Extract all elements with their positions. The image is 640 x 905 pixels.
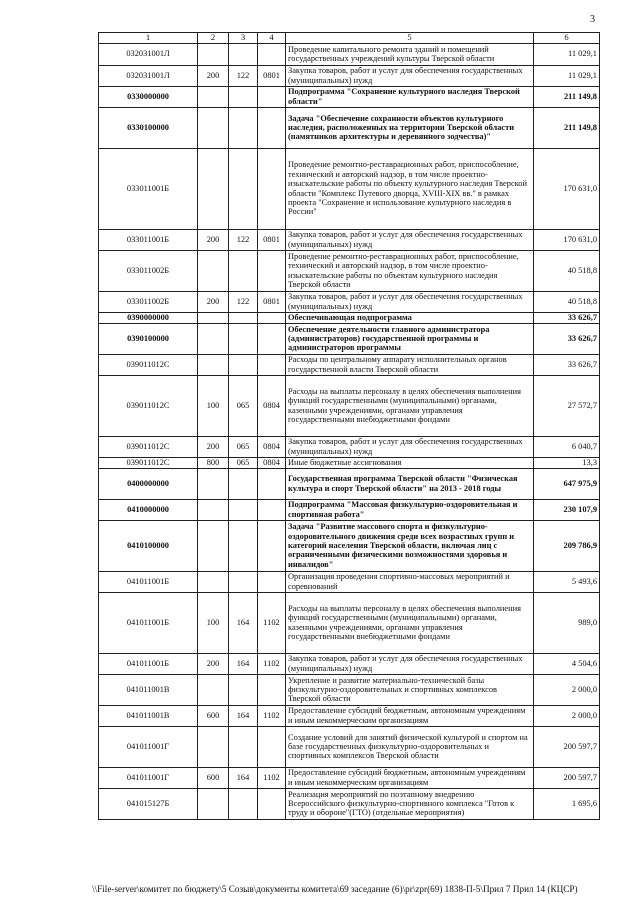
row-col2: [198, 674, 229, 705]
row-code: 0330000000: [99, 86, 198, 107]
row-col4: 1102: [258, 592, 286, 653]
table-row: [99, 726, 600, 767]
row-col3: [229, 148, 258, 229]
row-col2: 200: [198, 229, 229, 250]
row-amount: 6 040,7: [534, 436, 600, 457]
column-header: 3: [229, 33, 258, 44]
row-amount: 211 149,8: [534, 107, 600, 148]
row-col2: [198, 312, 229, 323]
row-amount: 5 493,6: [534, 571, 600, 592]
table-row: [99, 375, 600, 436]
row-name: Закупка товаров, работ и услуг для обеспечения государственных (муниципальных) нужд: [286, 229, 534, 250]
row-code: 033011002Б: [99, 291, 198, 312]
row-col4: [258, 674, 286, 705]
row-col4: [258, 726, 286, 767]
row-col2: [198, 107, 229, 148]
row-code: 041011001Б: [99, 571, 198, 592]
row-name: Задача "Обеспечение сохранности объектов культурного наследия, расположенных на территории Тверской области (памятников архитектуры и деревянного зодчества)": [286, 107, 534, 148]
row-name: Расходы на выплаты персоналу в целях обеспечения выполнения функций государственными (муниципальными) органами, казенными учреждениями, органами управления государственными внебюджетными фондами: [286, 592, 534, 653]
row-col3: 164: [229, 767, 258, 788]
table-row: [99, 229, 600, 250]
row-amount: 33 626,7: [534, 354, 600, 375]
table-row: [99, 148, 600, 229]
row-col4: [258, 312, 286, 323]
row-col4: 1102: [258, 705, 286, 726]
table-row: [99, 312, 600, 323]
row-col4: [258, 520, 286, 571]
row-col4: 0801: [258, 291, 286, 312]
row-code: 033011001Б: [99, 229, 198, 250]
table-header-row: [99, 33, 600, 44]
row-name: Проведение ремонтно-реставрационных работ, приспособление, технический и авторский надзор, в том числе проектно-изыскательские работы по объекту культурного наследия Тверской области "Комплекс Путевого дворца, XVIII-XIX вв." в рамках проекта "Сохранение и использование культурного наследия в России": [286, 148, 534, 229]
row-name: Закупка товаров, работ и услуг для обеспечения государственных (муниципальных) нужд: [286, 653, 534, 674]
table-row: [99, 674, 600, 705]
row-col2: 600: [198, 767, 229, 788]
row-col3: 122: [229, 65, 258, 86]
table-row: [99, 250, 600, 291]
row-col3: 164: [229, 592, 258, 653]
row-code: 039011012С: [99, 375, 198, 436]
row-col2: 200: [198, 291, 229, 312]
table-row: [99, 592, 600, 653]
row-col2: 100: [198, 592, 229, 653]
row-col2: 200: [198, 653, 229, 674]
row-col3: [229, 520, 258, 571]
row-col4: [258, 86, 286, 107]
row-col2: 100: [198, 375, 229, 436]
row-col3: [229, 43, 258, 65]
row-amount: 40 518,8: [534, 291, 600, 312]
row-code: 041011001Б: [99, 592, 198, 653]
row-col4: 0804: [258, 436, 286, 457]
row-name: Предоставление субсидий бюджетным, автономным учреждениям и иным некоммерческим организациям: [286, 705, 534, 726]
row-name: Закупка товаров, работ и услуг для обеспечения государственных (муниципальных) нужд: [286, 65, 534, 86]
row-col4: 0804: [258, 457, 286, 468]
column-header: 1: [99, 33, 198, 44]
row-name: Расходы на выплаты персоналу в целях обеспечения выполнения функций государственными (муниципальными) органами, казенными учреждениями, органами управления государственными внебюджетными фондами: [286, 375, 534, 436]
row-col4: [258, 354, 286, 375]
table-row: [99, 107, 600, 148]
row-code: 0390100000: [99, 323, 198, 354]
row-col3: [229, 674, 258, 705]
row-col4: 1102: [258, 653, 286, 674]
row-col4: [258, 107, 286, 148]
table-row: [99, 65, 600, 86]
row-name: Иные бюджетные ассигнования: [286, 457, 534, 468]
row-col4: 0804: [258, 375, 286, 436]
row-col4: 1102: [258, 767, 286, 788]
row-col4: [258, 43, 286, 65]
file-path-footer: \\File-server\комитет по бюджету\5 Созыв\документы комитета\69 заседание (6)\pr\zpr(69) 1838-П-5\Прил 7 Прил 14 (КЦСР): [92, 884, 578, 894]
row-name: Реализация мероприятий по поэтапному внедрению Всероссийского физкультурно-спортивного комплекса "Готов к труду и обороне"(ГТО) (отдельные мероприятия): [286, 788, 534, 819]
row-col3: 065: [229, 375, 258, 436]
row-code: 033011002Б: [99, 250, 198, 291]
row-col2: [198, 148, 229, 229]
row-col3: [229, 323, 258, 354]
table-row: [99, 499, 600, 520]
row-amount: 13,3: [534, 457, 600, 468]
row-name: Предоставление субсидий бюджетным, автономным учреждениям и иным некоммерческим организациям: [286, 767, 534, 788]
row-col3: 164: [229, 705, 258, 726]
row-col3: [229, 250, 258, 291]
row-name: Укрепление и развитие материально-технической базы физкультурно-оздоровительных и спортивных комплексов Тверской области: [286, 674, 534, 705]
row-code: 041015127Б: [99, 788, 198, 819]
row-name: Обеспечивающая подпрограмма: [286, 312, 534, 323]
row-amount: 170 631,0: [534, 229, 600, 250]
row-name: Подпрограмма "Сохранение культурного наследия Тверской области": [286, 86, 534, 107]
row-name: Организация проведения спортивно-массовых мероприятий и соревнований: [286, 571, 534, 592]
row-amount: 200 597,7: [534, 726, 600, 767]
row-code: 041011001В: [99, 705, 198, 726]
row-amount: 2 000,0: [534, 705, 600, 726]
table-row: [99, 520, 600, 571]
row-amount: 170 631,0: [534, 148, 600, 229]
row-col2: [198, 354, 229, 375]
table-row: [99, 571, 600, 592]
row-col2: 200: [198, 436, 229, 457]
row-col3: [229, 788, 258, 819]
row-col4: [258, 148, 286, 229]
table-row: [99, 436, 600, 457]
row-col3: [229, 354, 258, 375]
row-code: 033011001Б: [99, 148, 198, 229]
row-col2: [198, 788, 229, 819]
row-code: 0330100000: [99, 107, 198, 148]
row-amount: 1 695,6: [534, 788, 600, 819]
row-col4: [258, 468, 286, 499]
row-col3: 164: [229, 653, 258, 674]
row-amount: 33 626,7: [534, 323, 600, 354]
table-row: [99, 457, 600, 468]
row-code: 041011001Г: [99, 726, 198, 767]
row-col3: [229, 107, 258, 148]
row-col3: [229, 726, 258, 767]
row-code: 039011012С: [99, 457, 198, 468]
table-row: [99, 788, 600, 819]
row-amount: 2 000,0: [534, 674, 600, 705]
row-name: Проведение капитального ремонта зданий и помещений государственных учреждений культуры Тверской области: [286, 43, 534, 65]
row-amount: 211 149,8: [534, 86, 600, 107]
row-col4: [258, 571, 286, 592]
row-amount: 4 504,6: [534, 653, 600, 674]
row-col4: 0801: [258, 229, 286, 250]
table-row: [99, 653, 600, 674]
row-amount: 989,0: [534, 592, 600, 653]
row-col2: [198, 520, 229, 571]
table-row: [99, 767, 600, 788]
row-col4: [258, 788, 286, 819]
table-row: [99, 86, 600, 107]
row-col4: [258, 250, 286, 291]
row-code: 039011012С: [99, 354, 198, 375]
table-row: [99, 468, 600, 499]
row-col2: 600: [198, 705, 229, 726]
row-code: 0410100000: [99, 520, 198, 571]
row-col2: [198, 43, 229, 65]
row-col2: [198, 726, 229, 767]
row-col2: 200: [198, 65, 229, 86]
row-code: 032031001Л: [99, 43, 198, 65]
row-col3: [229, 468, 258, 499]
row-col3: 065: [229, 457, 258, 468]
row-col2: [198, 571, 229, 592]
row-name: Закупка товаров, работ и услуг для обеспечения государственных (муниципальных) нужд: [286, 436, 534, 457]
row-amount: 40 518,8: [534, 250, 600, 291]
table-row: [99, 323, 600, 354]
row-amount: 33 626,7: [534, 312, 600, 323]
row-name: Расходы по центральному аппарату исполнительных органов государственной власти Тверской области: [286, 354, 534, 375]
row-amount: 647 975,9: [534, 468, 600, 499]
row-code: 0410000000: [99, 499, 198, 520]
row-col3: [229, 86, 258, 107]
row-amount: 11 029,1: [534, 65, 600, 86]
row-col4: 0801: [258, 65, 286, 86]
row-amount: 27 572,7: [534, 375, 600, 436]
row-col2: [198, 323, 229, 354]
row-col3: 122: [229, 291, 258, 312]
row-name: Закупка товаров, работ и услуг для обеспечения государственных (муниципальных) нужд: [286, 291, 534, 312]
row-code: 041011001В: [99, 674, 198, 705]
row-col4: [258, 323, 286, 354]
row-amount: 11 029,1: [534, 43, 600, 65]
row-code: 0400000000: [99, 468, 198, 499]
row-code: 0390000000: [99, 312, 198, 323]
row-code: 032031001Л: [99, 65, 198, 86]
row-col3: 122: [229, 229, 258, 250]
budget-table: [98, 32, 600, 820]
row-amount: 200 597,7: [534, 767, 600, 788]
column-header: 2: [198, 33, 229, 44]
row-code: 041011001Г: [99, 767, 198, 788]
row-name: Обеспечение деятельности главного администратора (администраторов) государственной программы и администраторов программы: [286, 323, 534, 354]
row-amount: 230 107,9: [534, 499, 600, 520]
column-header: 6: [534, 33, 600, 44]
row-name: Задача "Развитие массового спорта и физкультурно-оздоровительного движения среди всех возрастных групп и категорий населения Тверской области, включая лиц с ограниченными физическими возможностями здоровья и инвалидов": [286, 520, 534, 571]
row-name: Государственная программа Тверской области "Физическая культура и спорт Тверской области" на 2013 - 2018 годы: [286, 468, 534, 499]
row-col3: [229, 499, 258, 520]
table-row: [99, 291, 600, 312]
row-col3: [229, 571, 258, 592]
column-header: 4: [258, 33, 286, 44]
row-code: 041011001Б: [99, 653, 198, 674]
row-col2: [198, 86, 229, 107]
row-name: Подпрограмма "Массовая физкультурно-оздоровительная и спортивная работа": [286, 499, 534, 520]
row-name: Проведение ремонтно-реставрационных работ, приспособление, технический и авторский надзор, в том числе проектно-изыскательские работы по объектам культурного наследия Тверской области: [286, 250, 534, 291]
table-row: [99, 705, 600, 726]
row-col2: 800: [198, 457, 229, 468]
table-row: [99, 43, 600, 65]
row-code: 039011012С: [99, 436, 198, 457]
row-col2: [198, 468, 229, 499]
column-header: 5: [286, 33, 534, 44]
row-col4: [258, 499, 286, 520]
row-name: Создание условий для занятий физической культурой и спортом на базе государственных физкультурно-оздоровительных и спортивных комплексов Тверской области: [286, 726, 534, 767]
row-col3: [229, 312, 258, 323]
table-row: [99, 354, 600, 375]
row-col2: [198, 250, 229, 291]
row-col3: 065: [229, 436, 258, 457]
row-col2: [198, 499, 229, 520]
page-number: 3: [590, 14, 595, 25]
row-amount: 209 786,9: [534, 520, 600, 571]
